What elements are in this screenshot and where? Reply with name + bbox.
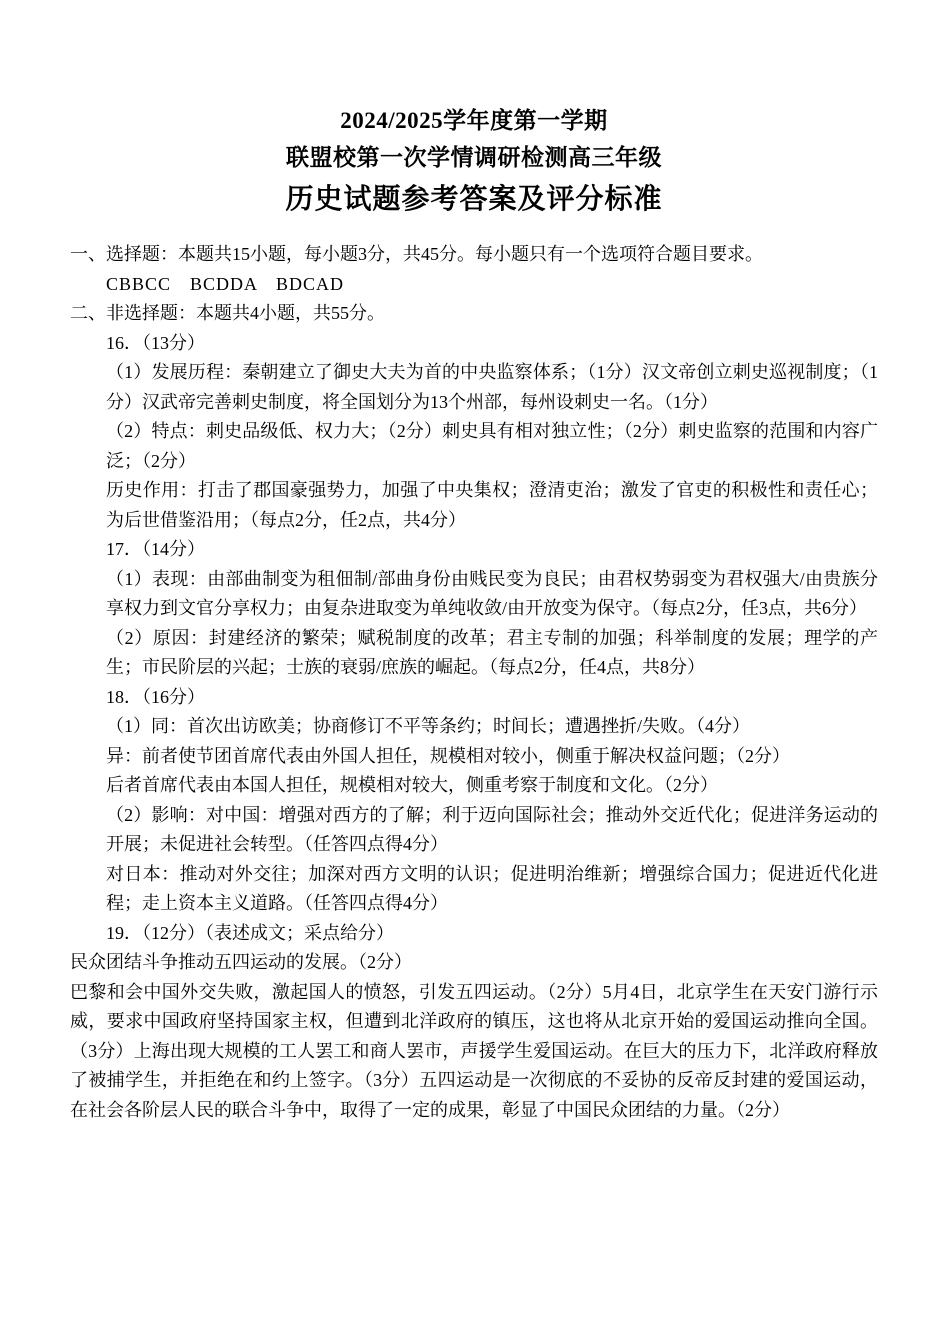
para-q18-header: 18．（16分） xyxy=(106,686,205,707)
para-q18-differences-2: 后者首席代表由本国人担任，规模相对较大，侧重考察于制度和文化。（2分） xyxy=(106,775,718,795)
para-q19-essay: 巴黎和会中国外交失败，激起国人的愤怒，引发五四运动。（2分）5月4日，北京学生在天安门游行示威，要求中国政府坚持国家主权，但遭到北洋政府的镇压，这也将从北京开始的爱国运动推向全国。（3分）上海出现大规模的工人罢工和商人罢市，声援学生爱国运动。在巨大的压力下，北洋政府释放了被捕学生，并拒绝在和约上签字。（3分）五四运动是一次彻底的不妥协的反帝反封建的爱国运动，在社会各阶层人民的联合斗争中，取得了一定的成果，彰显了中国民众团结的力量。（2分） xyxy=(70,981,878,1120)
doc-title-main: 历史试题参考答案及评分标准 xyxy=(285,184,663,215)
doc-title-line-2: 联盟校第一次学情调研检测高三年级 xyxy=(286,145,662,170)
para-q17-answer-1: （1）表现：由部曲制变为租佃制/部曲身份由贱民变为良民；由君权势弱变为君权强大/由贵族分享权力到文官分享权力；由复杂进取变为单纯收敛/由开放变为保守。（每点2分，任3点，共6分） xyxy=(106,568,878,618)
para-q18-differences-1: 异：前者使节团首席代表由外国人担任，规模相对较小，侧重于解决权益问题；（2分） xyxy=(106,745,790,766)
para-mc-answer-key: CBBCC BCDDA BDCAD xyxy=(106,273,345,294)
document-title-block xyxy=(70,102,878,224)
para-section-choice-header: 一、选择题：本题共15小题，每小题3分，共45分。每小题只有一个选项符合题目要求。 xyxy=(70,244,763,264)
para-q17-answer-2: （2）原因：封建经济的繁荣；赋税制度的改革；君主专制的加强；科举制度的发展；理学的产生；市民阶层的兴起；士族的衰弱/庶族的崛起。（每点2分，任4点，共8分） xyxy=(106,627,878,677)
para-q18-impact-china: （2）影响：对中国：增强对西方的了解；利于迈向国际社会；推动外交近代化；促进洋务运动的开展；未促进社会转型。（任答四点得4分） xyxy=(106,804,878,854)
document-body xyxy=(70,240,878,1125)
para-q18-similarities: （1）同：首次出访欧美；协商修订不平等条约；时间长；遭遇挫折/失败。（4分） xyxy=(106,716,750,736)
para-q18-impact-japan: 对日本：推动对外交往；加深对西方文明的认识；促进明治维新；增强综合国力；促进近代化进程；走上资本主义道路。（任答四点得4分） xyxy=(106,863,878,913)
doc-title-line-1: 2024/2025学年度第一学期 xyxy=(340,108,608,133)
para-q16-answer-2: （2）特点：刺史品级低、权力大；（2分）刺史具有相对独立性；（2分）刺史监察的范围和内容广泛；（2分） xyxy=(106,421,878,471)
para-q17-header: 17．（14分） xyxy=(106,539,205,559)
para-q16-historical-role: 历史作用：打击了郡国豪强势力，加强了中央集权；澄清吏治；激发了官吏的积极性和责任心；为后世借鉴沿用；（每点2分，任2点，共4分） xyxy=(106,480,878,530)
para-q19-header: 19．（12分）（表述成文；采点给分） xyxy=(106,922,394,943)
para-q19-thesis: 民众团结斗争推动五四运动的发展。（2分） xyxy=(70,952,412,972)
para-section-nonchoice-header: 二、非选择题：本题共4小题，共55分。 xyxy=(70,303,385,323)
para-q16-answer-1: （1）发展历程：秦朝建立了御史大夫为首的中央监察体系；（1分）汉文帝创立刺史巡视制度；（1分）汉武帝完善刺史制度，将全国划分为13个州部，每州设刺史一名。（1分） xyxy=(106,362,878,412)
para-q16-header: 16．（13分） xyxy=(106,332,205,353)
